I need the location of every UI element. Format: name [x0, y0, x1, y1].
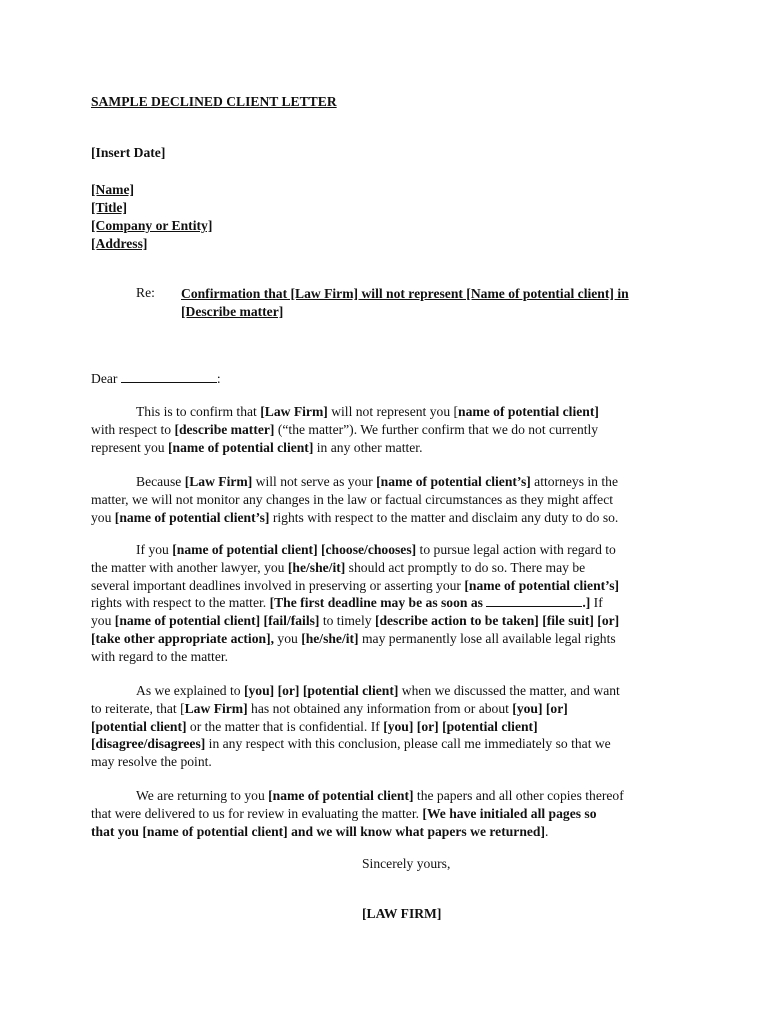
salutation-blank [121, 370, 217, 383]
text-run: [you] [or] [512, 700, 568, 716]
text-run: [you] [or] [potential client] [243, 683, 399, 698]
text-run: [name of potential client] [fail/fails] [114, 613, 320, 629]
text-run: rights with respect to the matter. [91, 595, 270, 611]
paragraph-2 [91, 473, 691, 526]
paragraph-line [91, 541, 691, 559]
salutation [91, 370, 221, 387]
paragraph-line [91, 718, 691, 736]
text-run: [name of potential client] [268, 788, 414, 803]
recipient-block [91, 181, 212, 253]
paragraph-line [91, 682, 691, 700]
paragraph-line [91, 787, 691, 805]
text-run: If you [136, 542, 173, 557]
text-run: will not represent you [ [327, 404, 459, 419]
text-run: If [590, 595, 603, 611]
paragraph-line: with regard to the matter. [91, 648, 229, 664]
salutation-prefix: Dear [91, 371, 118, 386]
text-run: [he/she/it] [287, 559, 346, 575]
re-subject-line-1: Confirmation that [Law Firm] will not represent [Name of potential client] in [181, 286, 629, 301]
paragraph-line [91, 630, 691, 648]
text-run: . [545, 823, 549, 839]
text-run: [name of potential client’s] [376, 474, 531, 489]
text-run: or the matter that is confidential. If [186, 718, 384, 734]
text-run: [describe matter] [174, 421, 275, 437]
paragraph-line [91, 805, 691, 823]
text-run: .] [582, 595, 591, 611]
closing: Sincerely yours, [362, 856, 451, 871]
text-run: that you [name of potential client] and we will know what papers we returned] [91, 823, 545, 839]
re-subject-line-2: [Describe matter] [181, 304, 284, 319]
re-label: Re: [136, 285, 155, 300]
text-run: We are returning to you [136, 788, 269, 803]
document-title: SAMPLE DECLINED CLIENT LETTER [91, 94, 337, 109]
text-run: will not serve as your [252, 474, 377, 489]
paragraph-line [91, 700, 691, 718]
text-run: [name of potential client’s] [114, 509, 270, 525]
text-run: in any other matter. [313, 439, 423, 455]
text-run: This is to confirm that [136, 404, 261, 419]
text-run: As we explained to [136, 683, 244, 698]
signature-firm: [LAW FIRM] [362, 906, 442, 921]
paragraph-line [91, 559, 691, 577]
text-run: [The first deadline may be as soon as [269, 595, 487, 611]
text-run: [take other appropriate action], [91, 630, 274, 646]
text-run: attorneys in the [530, 474, 618, 489]
text-run: [describe action to be taken] [file suit] [or] [374, 613, 620, 629]
paragraph-line [91, 439, 691, 457]
text-run: should act promptly to do so. There may be [345, 559, 586, 575]
paragraph-line [91, 403, 691, 421]
text-run: to timely [319, 613, 375, 629]
re-subject [181, 285, 629, 321]
text-run: [name of potential client] [168, 439, 314, 455]
text-run: [potential client] [91, 718, 187, 734]
text-run: Law Firm] [184, 700, 248, 716]
text-run: may permanently lose all available legal rights [358, 630, 616, 646]
text-run: the matter with another lawyer, you [91, 559, 288, 575]
recipient-title: [Title] [91, 200, 127, 215]
paragraph-line: matter, we will not monitor any changes in the law or factual circumstances as they might affect [91, 491, 614, 507]
salutation-suffix: : [216, 371, 221, 386]
text-run: to pursue legal action with regard to [416, 542, 616, 557]
text-run: name of potential client] [458, 404, 599, 419]
paragraph-4 [91, 682, 691, 771]
text-run: rights with respect to the matter and disclaim any duty to do so. [269, 509, 619, 525]
text-run: you [91, 509, 115, 525]
text-run: [name of potential client] [choose/chooses] [172, 542, 417, 557]
paragraph-1 [91, 403, 691, 456]
paragraph-line: may resolve the point. [91, 754, 212, 770]
text-run: with respect to [91, 421, 175, 437]
text-run: [We have initialed all pages so [422, 805, 597, 821]
paragraph-line [91, 823, 691, 841]
paragraph-line [91, 421, 691, 439]
paragraph-line [91, 509, 691, 527]
recipient-company: [Company or Entity] [91, 218, 213, 233]
text-run: has not obtained any information from or about [247, 700, 513, 716]
text-run: (“the matter”). We further confirm that we do not currently [274, 421, 599, 437]
paragraph-line [91, 612, 691, 630]
text-run: several important deadlines involved in preserving or asserting your [91, 577, 465, 593]
deadline-blank [486, 594, 582, 607]
text-run: [Law Firm] [260, 404, 328, 419]
recipient-name: [Name] [91, 182, 135, 197]
text-run: you [274, 630, 302, 646]
text-run: the papers and all other copies thereof [413, 788, 624, 803]
text-run: [Law Firm] [184, 474, 253, 489]
text-run: Because [136, 474, 185, 489]
text-run: that were delivered to us for review in evaluating the matter. [91, 805, 423, 821]
text-run: when we discussed the matter, and want [398, 683, 620, 698]
recipient-address: [Address] [91, 236, 148, 251]
text-run: represent you [91, 439, 169, 455]
text-run: to reiterate, that [ [91, 700, 185, 716]
text-run: in any respect with this conclusion, please call me immediately so that we [205, 736, 611, 752]
text-run: [you] [or] [potential client] [383, 718, 538, 734]
paragraph-line [91, 577, 691, 595]
paragraph-3 [91, 541, 691, 666]
paragraph-line [91, 594, 691, 612]
text-run: [he/she/it] [301, 630, 359, 646]
insert-date: [Insert Date] [91, 145, 166, 160]
text-run: [name of potential client’s] [464, 577, 620, 593]
paragraph-5 [91, 787, 691, 840]
text-run: [disagree/disagrees] [91, 736, 206, 752]
paragraph-line [91, 735, 691, 753]
paragraph-line [91, 473, 691, 491]
text-run: you [91, 613, 115, 629]
